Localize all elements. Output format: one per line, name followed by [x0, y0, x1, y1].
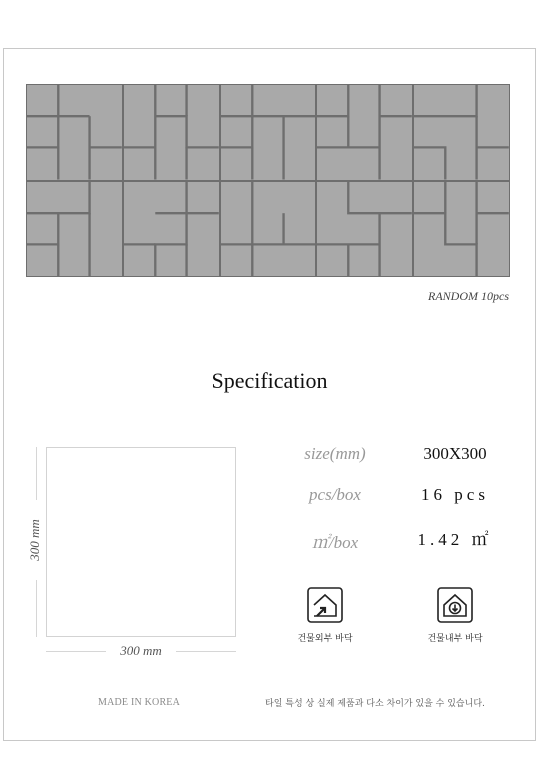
- indoor-floor-label: 건물내부 바닥: [427, 634, 483, 644]
- height-dimension-label: 300 mm: [27, 500, 43, 580]
- spec-pcs-label: pcs/box: [309, 485, 361, 504]
- spec-area-label: ㎡/box: [311, 533, 359, 552]
- outdoor-floor-icon: [307, 587, 343, 623]
- tile-5: [414, 85, 509, 180]
- tile-2: [124, 85, 219, 180]
- tile-8: [221, 182, 316, 277]
- width-dimension-label: 300 mm: [106, 643, 176, 659]
- tile-10: [414, 182, 509, 277]
- tile-size-diagram: [46, 447, 236, 637]
- made-in-label: MADE IN KOREA: [98, 697, 181, 708]
- tile-1: [27, 85, 122, 180]
- spec-pcs-value: 16 pcs: [421, 485, 489, 504]
- spec-size-value: 300X300: [423, 444, 487, 463]
- tile-pattern-grid: [26, 84, 510, 277]
- tile-3: [221, 85, 316, 180]
- spec-size-label: size(mm): [304, 444, 366, 463]
- tile-9: [317, 182, 412, 277]
- tile-7: [124, 182, 219, 277]
- tile-caption: RANDOM 10pcs: [428, 289, 509, 303]
- indoor-floor-icon: [437, 587, 473, 623]
- tile-6: [27, 182, 122, 277]
- specification-heading: Specification: [211, 368, 328, 393]
- disclaimer-text: 타일 특성 상 실제 제품과 다소 차이가 있을 수 있습니다.: [265, 699, 485, 709]
- tile-4: [317, 85, 412, 180]
- outdoor-floor-label: 건물외부 바닥: [297, 634, 353, 644]
- spec-area-value: 1.42 ㎡: [417, 530, 493, 549]
